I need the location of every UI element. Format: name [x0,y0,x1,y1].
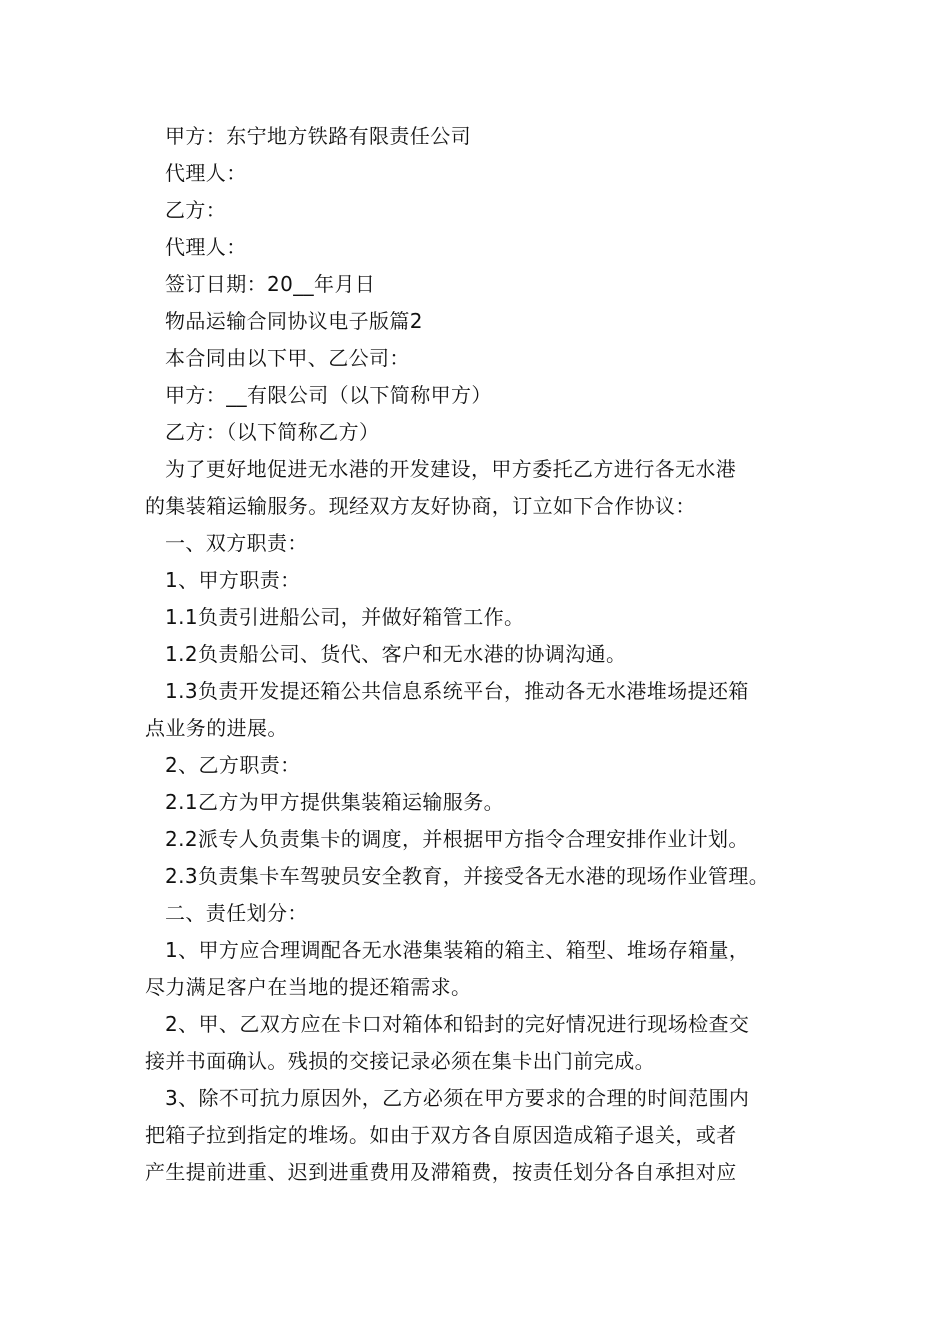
clause-line: 产生提前进重、迟到进重费用及滞箱费，按责任划分各自承担对应 [145,1160,737,1184]
party-b-line: 乙方： [165,198,227,222]
clause-line: 1.3负责开发提还箱公共信息系统平台，推动各无水港堆场提还箱 [165,679,749,703]
clause-line: 1.1负责引进船公司，并做好箱管工作。 [165,605,525,629]
clause-line: 2.2派专人负责集卡的调度，并根据甲方指令合理安排作业计划。 [165,827,749,851]
clause-line: 2、甲、乙双方应在卡口对箱体和铅封的完好情况进行现场检查交 [165,1012,750,1036]
paragraph-line: 的集装箱运输服务。现经双方友好协商，订立如下合作协议： [145,494,696,518]
section-title: 物品运输合同协议电子版篇2 [165,309,423,333]
document-body [145,118,817,1191]
clause-line: 1、甲方应合理调配各无水港集装箱的箱主、箱型、堆场存箱量， [165,938,750,962]
clause-line: 点业务的进展。 [145,716,288,740]
paragraph-line: 为了更好地促进无水港的开发建设，甲方委托乙方进行各无水港 [165,457,737,481]
party-a-agent-line: 代理人： [165,161,247,185]
clause-line: 尽力满足客户在当地的提还箱需求。 [145,975,472,999]
heading-line: 二、责任划分： [165,901,308,925]
party-a-line: 甲方：东宁地方铁路有限责任公司 [165,124,471,148]
clause-line: 接并书面确认。残损的交接记录必须在集卡出门前完成。 [145,1049,655,1073]
subheading-line: 2、乙方职责： [165,753,301,777]
signing-date-line: 签订日期：20__年月日 [165,272,376,296]
clause-line: 2.3负责集卡车驾驶员安全教育，并接受各无水港的现场作业管理。 [165,864,770,888]
clause-line: 2.1乙方为甲方提供集装箱运输服务。 [165,790,505,814]
heading-line: 一、双方职责： [165,531,308,555]
paragraph-line: 本合同由以下甲、乙公司： [165,346,410,370]
paragraph-line: 乙方：（以下简称乙方） [165,420,380,444]
party-b-agent-line: 代理人： [165,235,247,259]
paragraph-line: 甲方：__有限公司（以下简称甲方） [165,383,492,407]
clause-line: 把箱子拉到指定的堆场。如由于双方各自原因造成箱子退关，或者 [145,1123,737,1147]
clause-line: 1.2负责船公司、货代、客户和无水港的协调沟通。 [165,642,627,666]
clause-line: 3、除不可抗力原因外，乙方必须在甲方要求的合理的时间范围内 [165,1086,750,1110]
subheading-line: 1、甲方职责： [165,568,301,592]
